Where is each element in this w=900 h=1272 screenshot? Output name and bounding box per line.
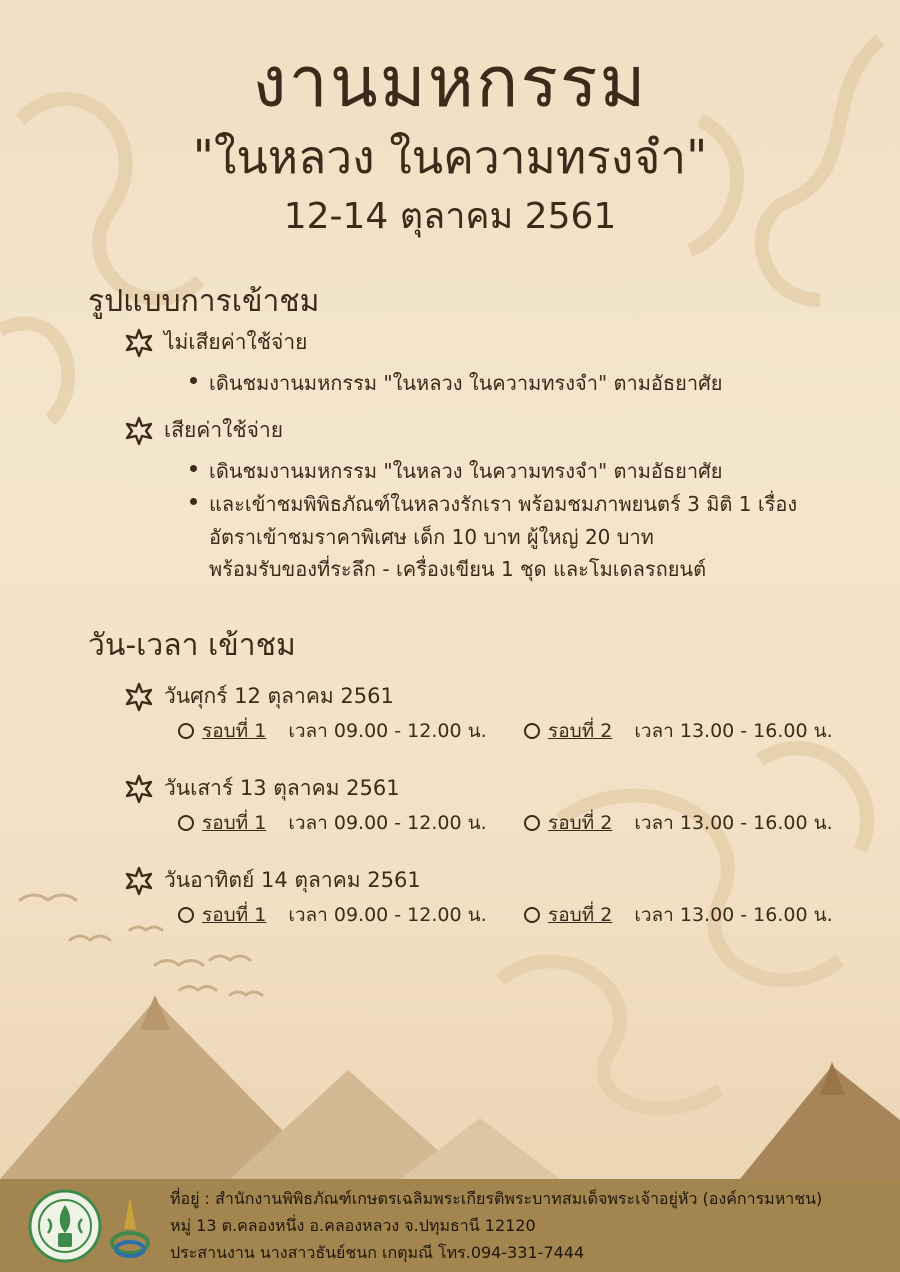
footer-address-2: หมู่ 13 ต.คลองหนึ่ง อ.คลองหลวง จ.ปทุมธานี 12120	[170, 1216, 536, 1235]
schedule-day-3	[124, 864, 421, 897]
admission-heading: รูปแบบการเข้าชม	[88, 284, 320, 319]
round-1: รอบที่ 1 เวลา 09.00 - 12.00 น.	[178, 808, 524, 838]
schedule-day-2	[124, 772, 400, 805]
museum-logo	[28, 1189, 102, 1263]
day-2-rounds	[178, 808, 870, 838]
footer-bar	[0, 1179, 900, 1272]
footer-contact-person: ประสานงาน นางสาวธันย์ชนก เกตุมณี โทร.094-331-7444	[170, 1243, 585, 1262]
paid-price-line: อัตราเข้าชมราคาพิเศษ เด็ก 10 บาท ผู้ใหญ่ 20 บาท	[209, 525, 654, 549]
circle-bullet	[524, 815, 540, 831]
circle-bullet	[524, 723, 540, 739]
circle-bullet	[178, 907, 194, 923]
paid-bullet-2: และเข้าชมพิพิธภัณฑ์ในหลวงรักเรา พร้อมชมภาพยนตร์ 3 มิติ 1 เรื่อง	[190, 488, 797, 520]
paid-souvenir-line: พร้อมรับของที่ระลึก - เครื่องเขียน 1 ชุด และโมเดลรถยนต์	[209, 557, 707, 581]
free-admission-item	[124, 326, 307, 359]
title-block	[0, 40, 900, 240]
paid-admission-item	[124, 414, 283, 447]
event-date: 12-14 ตุลาคม 2561	[283, 196, 617, 237]
day-3-rounds	[178, 900, 870, 930]
star-icon	[124, 328, 154, 358]
day-label: วันเสาร์ 13 ตุลาคม 2561	[164, 776, 400, 800]
bullet-dot	[190, 377, 197, 384]
star-icon	[124, 866, 154, 896]
round-2: รอบที่ 2 เวลา 13.00 - 16.00 น.	[524, 716, 870, 746]
page-subtitle: "ในหลวง ในความทรงจำ"	[192, 130, 708, 184]
round-2: รอบที่ 2 เวลา 13.00 - 16.00 น.	[524, 900, 870, 930]
footer-contact	[170, 1185, 822, 1266]
day-label: วันศุกร์ 12 ตุลาคม 2561	[164, 684, 394, 708]
schedule-day-1	[124, 680, 394, 713]
emblem-logo	[108, 1193, 152, 1263]
paid-bullet-1: เดินชมงานมหกรรม "ในหลวง ในความทรงจำ" ตามอัธยาศัย	[190, 455, 723, 487]
round-2: รอบที่ 2 เวลา 13.00 - 16.00 น.	[524, 808, 870, 838]
star-icon	[124, 774, 154, 804]
circle-bullet	[178, 815, 194, 831]
paid-admission-label: เสียค่าใช้จ่าย	[164, 418, 284, 442]
free-admission-label: ไม่เสียค่าใช้จ่าย	[164, 330, 308, 354]
circle-bullet	[524, 907, 540, 923]
free-bullet-1: เดินชมงานมหกรรม "ในหลวง ในความทรงจำ" ตามอัธยาศัย	[190, 367, 723, 399]
star-icon	[124, 416, 154, 446]
day-label: วันอาทิตย์ 14 ตุลาคม 2561	[164, 868, 421, 892]
bullet-dot	[190, 498, 197, 505]
round-1: รอบที่ 1 เวลา 09.00 - 12.00 น.	[178, 716, 524, 746]
bullet-dot	[190, 465, 197, 472]
star-icon	[124, 682, 154, 712]
circle-bullet	[178, 723, 194, 739]
footer-address: ที่อยู่ : สำนักงานพิพิธภัณฑ์เกษตรเฉลิมพระเกียรติพระบาทสมเด็จพระเจ้าอยู่หัว (องค์การมหาชน)	[170, 1189, 823, 1208]
page-title: งานมหกรรม	[252, 41, 648, 123]
schedule-heading: วัน-เวลา เข้าชม	[88, 628, 296, 663]
round-1: รอบที่ 1 เวลา 09.00 - 12.00 น.	[178, 900, 524, 930]
day-1-rounds	[178, 716, 870, 746]
